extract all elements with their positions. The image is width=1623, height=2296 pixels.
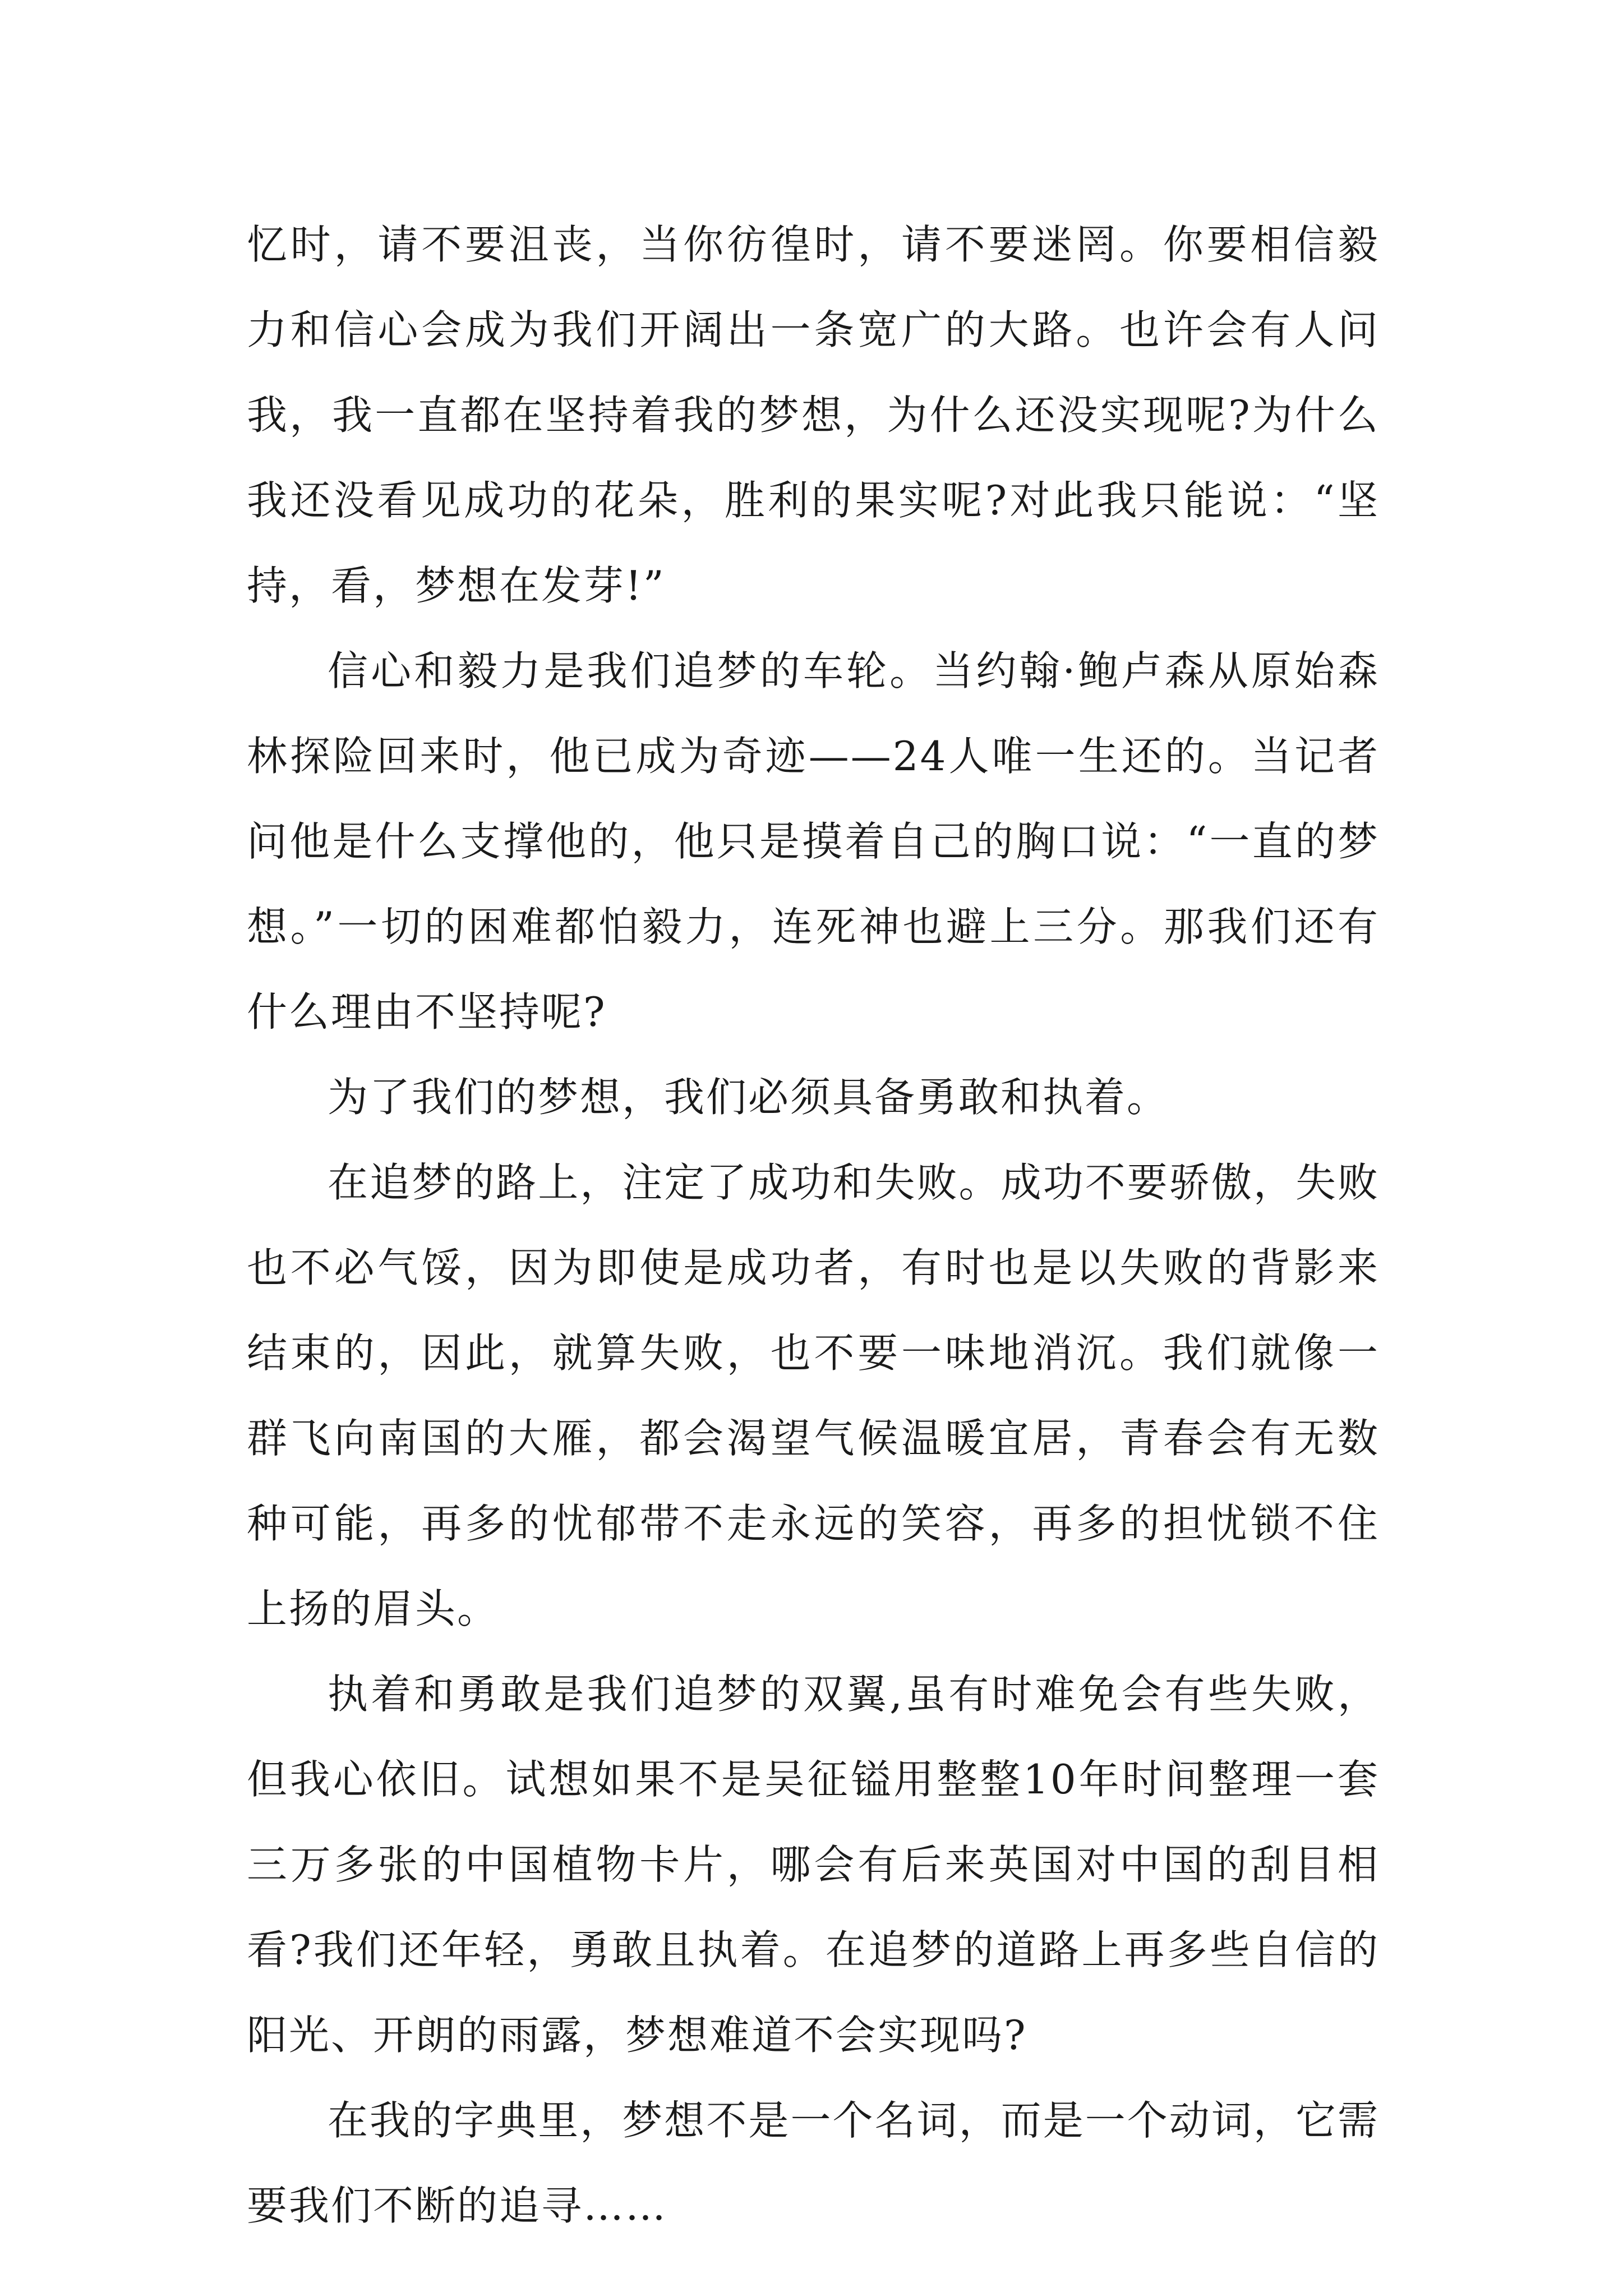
essay-body — [247, 202, 1380, 2248]
paragraph-5: 执着和勇敢是我们追梦的双翼,虽有时难免会有些失败，但我心依旧。试想如果不是吴征镒用整整10年时间整理一套三万多张的中国植物卡片，哪会有后来英国对中国的刮目相看?我们还年轻，勇敢且执着。在追梦的道路上再多些自信的阳光、开朗的雨露，梦想难道不会实现吗? — [247, 1671, 1380, 2059]
paragraph-1: 忆时，请不要沮丧，当你彷徨时，请不要迷罔。你要相信毅力和信心会成为我们开阔出一条宽广的大路。也许会有人问我，我一直都在坚持着我的梦想，为什么还没实现呢?为什么我还没看见成功的花朵，胜利的果实呢?对此我只能说：“坚持，看，梦想在发芽!” — [247, 221, 1380, 609]
paragraph-6: 在我的字典里，梦想不是一个名词，而是一个动词，它需要我们不断的追寻…… — [247, 2097, 1380, 2229]
paragraph-2: 信心和毅力是我们追梦的车轮。当约翰·鲍卢森从原始森林探险回来时，他已成为奇迹——24人唯一生还的。当记者问他是什么支撑他的，他只是摸着自己的胸口说：“一直的梦想。”一切的困难都怕毅力，连死神也避上三分。那我们还有什么理由不坚持呢? — [247, 647, 1380, 1036]
paragraph-4: 在追梦的路上，注定了成功和失败。成功不要骄傲，失败也不必气馁，因为即使是成功者，有时也是以失败的背影来结束的，因此，就算失败，也不要一味地消沉。我们就像一群飞向南国的大雁，都会渴望气候温暖宜居，青春会有无数种可能，再多的忧郁带不走永远的笑容，再多的担忧锁不住上扬的眉头。 — [247, 1159, 1380, 1632]
paragraph-3: 为了我们的梦想，我们必须具备勇敢和执着。 — [328, 1074, 1169, 1121]
